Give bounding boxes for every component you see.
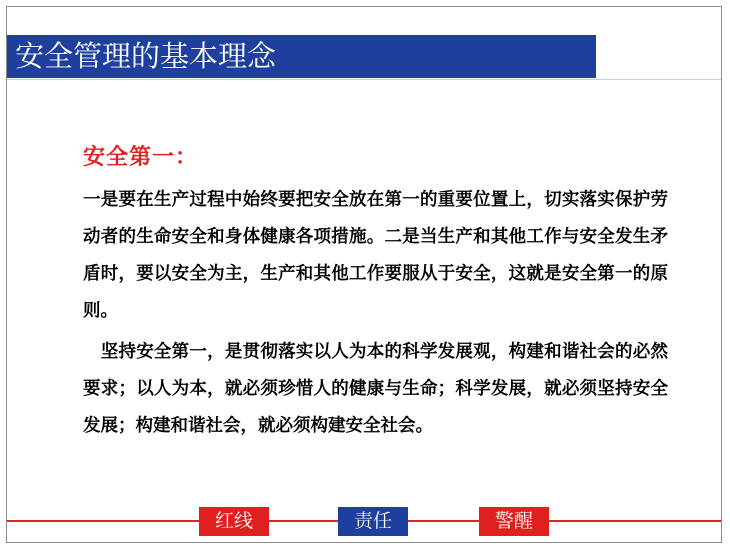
tag-responsibility[interactable]: 责任 [338,507,408,536]
tag-red-line[interactable]: 红线 [199,507,269,536]
title-divider [7,79,721,80]
body-paragraph-1: 一是要在生产过程中始终要把安全放在第一的重要位置上，切实落实保护劳动者的生命安全和身体健康各项措施。二是当生产和其他工作与安全发生矛盾时，要以安全为主，生产和其他工作要服从于安全，这就是安全第一的原则。 [83,190,668,321]
body-paragraph-2 [83,334,668,445]
tag-alert[interactable]: 警醒 [479,507,549,536]
section-heading: 安全第一： [83,145,199,170]
body-paragraph-2-text: 坚持安全第一，是贯彻落实以人为本的科学发展观，构建和谐社会的必然要求；以人为本，就必须珍惜人的健康与生命；科学发展，就必须坚持安全发展；构建和谐社会，就必须构建安全社会。 [83,342,668,436]
slide-title: 安全管理的基本理念 [7,35,596,78]
